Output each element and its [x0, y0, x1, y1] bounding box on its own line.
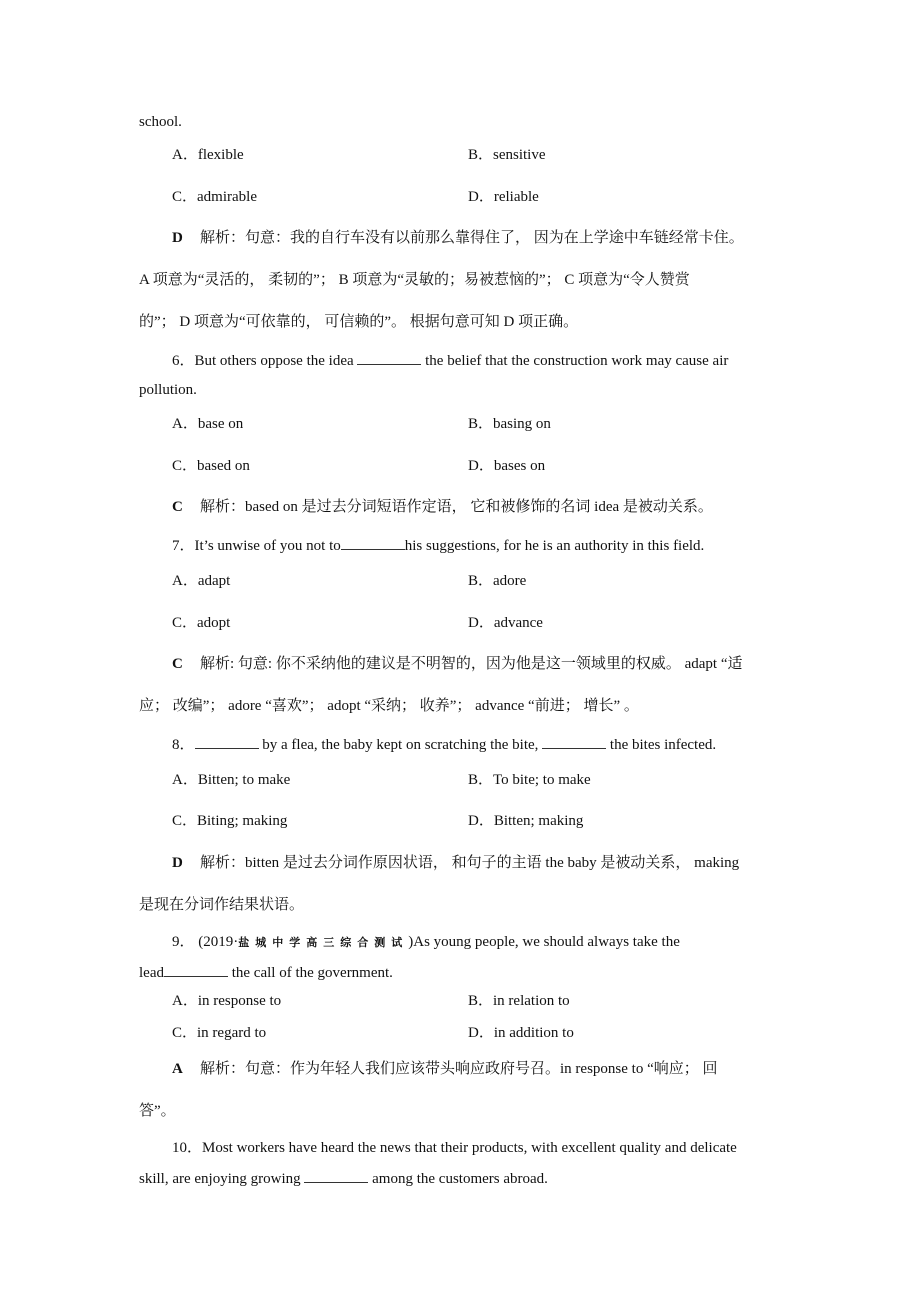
q6-option-b: B．basing on — [468, 416, 551, 432]
q5-option-b: B．sensitive — [468, 147, 546, 163]
q10-stem-c: among the customers abroad. — [368, 1171, 548, 1187]
q7-blank — [341, 535, 405, 550]
q7-explanation-text: 解析: 句意: 你不采纳他的建议是不明智的，因为他是这一领域里的权威。 adapt “适 — [200, 656, 743, 672]
q8-stem-b: by a flea, the baby kept on scratching the bite, — [258, 737, 543, 753]
q8-explanation-line-1 — [172, 853, 739, 873]
q9-explanation-line-2: 答”。 — [139, 1103, 176, 1119]
q7-explanation-line-2: 应； 改编”； adore “喜欢”； adopt “采纳； 收养”； advance “前进； 增长” 。 — [139, 698, 639, 714]
q9-explanation-text: 解析：句意：作为年轻人我们应该带头响应政府号召。in response to “响应； 回 — [200, 1061, 718, 1077]
q6-blank — [357, 350, 421, 365]
q8-option-b: B．To bite; to make — [468, 772, 591, 788]
q9-stem-a: 9． (2019· — [172, 934, 239, 950]
q7-option-a: A．adapt — [172, 573, 231, 589]
q9-option-b: B．in relation to — [468, 993, 570, 1009]
q9-source: 盐城中学高三综合测试 — [238, 936, 409, 949]
q9-stem-d: the call of the government. — [227, 965, 393, 981]
q8-option-a: A．Bitten; to make — [172, 772, 291, 788]
q8-blank-1 — [195, 734, 259, 749]
q8-option-d: D．Bitten; making — [468, 813, 584, 829]
q6-explanation-text: 解析：based on 是过去分词短语作定语， 它和被修饰的名词 idea 是被动关系。 — [200, 499, 713, 515]
q8-blank-2 — [542, 734, 606, 749]
q5-option-a: A．flexible — [172, 147, 244, 163]
q9-stem-line-2 — [139, 962, 393, 983]
q7-option-b: B．adore — [468, 573, 527, 589]
q7-option-c: C．adopt — [172, 615, 231, 631]
q7-stem-a: 7．It’s unwise of you not to — [172, 538, 341, 554]
q6-explanation — [172, 497, 713, 517]
q6-option-a: A．base on — [172, 416, 244, 432]
q10-blank — [304, 1168, 368, 1183]
q9-stem-line-1 — [172, 932, 680, 953]
q6-stem-line-1 — [172, 350, 728, 371]
q9-answer: A — [172, 1061, 183, 1077]
q7-explanation-line-1 — [172, 654, 742, 674]
q9-blank — [164, 962, 228, 977]
q6-option-c: C．based on — [172, 458, 250, 474]
q5-explanation-line-1 — [172, 228, 744, 248]
q9-stem-b: )As young people, we should always take the — [408, 934, 680, 950]
q9-option-a: A．in response to — [172, 993, 282, 1009]
q8-explanation-text: 解析：bitten 是过去分词作原因状语， 和句子的主语 the baby 是被动关系， making — [200, 855, 740, 871]
q10-stem-line-1: 10．Most workers have heard the news that their products, with excellent quality and delicate — [172, 1140, 737, 1156]
q9-option-c: C．in regard to — [172, 1025, 267, 1041]
q6-option-d: D．bases on — [468, 458, 546, 474]
q5-stem-tail: school. — [139, 114, 182, 130]
q9-option-d: D．in addition to — [468, 1025, 574, 1041]
q5-answer: D — [172, 230, 183, 246]
q7-option-d: D．advance — [468, 615, 543, 631]
q9-stem-c: lead — [139, 965, 164, 981]
q6-answer: C — [172, 499, 183, 515]
q8-option-c: C．Biting; making — [172, 813, 288, 829]
q5-option-d: D．reliable — [468, 189, 539, 205]
q8-explanation-line-2: 是现在分词作结果状语。 — [139, 897, 305, 913]
q8-stem-a: 8． — [172, 737, 195, 753]
q8-answer: D — [172, 855, 183, 871]
q5-explanation-text: 解析：句意：我的自行车没有以前那么靠得住了， 因为在上学途中车链经常卡住。 — [200, 230, 744, 246]
q5-option-c: C．admirable — [172, 189, 257, 205]
q5-explanation-line-2: A 项意为“灵活的， 柔韧的”； B 项意为“灵敏的；易被惹恼的”； C 项意为“令人赞赏 — [139, 272, 690, 288]
q7-stem — [172, 535, 704, 556]
q6-stem-line-2: pollution. — [139, 382, 197, 398]
q6-stem-a: 6．But others oppose the idea — [172, 353, 358, 369]
q10-stem-line-2 — [139, 1168, 548, 1189]
q8-stem-c: the bites infected. — [606, 737, 717, 753]
q5-explanation-line-3: 的”； D 项意为“可依靠的， 可信赖的”。 根据句意可知 D 项正确。 — [139, 314, 579, 330]
q6-stem-b: the belief that the construction work may cause air — [421, 353, 729, 369]
q7-answer: C — [172, 656, 183, 672]
q7-stem-b: his suggestions, for he is an authority in this field. — [404, 538, 705, 554]
q9-explanation-line-1 — [172, 1059, 717, 1079]
q10-stem-b: skill, are enjoying growing — [139, 1171, 305, 1187]
q8-stem — [172, 734, 716, 755]
